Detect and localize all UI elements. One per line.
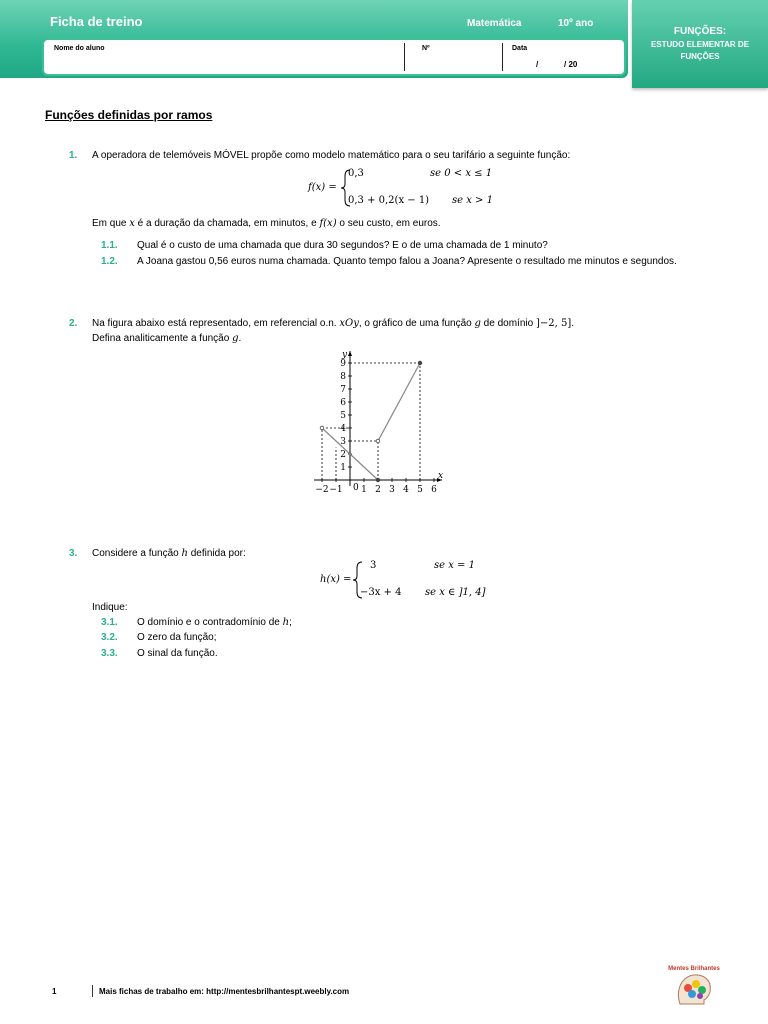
question-1-2-number: 1.2. [101, 256, 118, 267]
q3-branch1-condition: se x = 1 [434, 560, 475, 571]
q1-variable-x: x [129, 218, 135, 229]
section-title: Funções definidas por ramos [45, 108, 213, 122]
page-number: 1 [52, 987, 57, 996]
series-2-start-point [376, 439, 380, 443]
y-tick-label: 5 [340, 411, 346, 421]
q2-text-part: , o gráfico de uma função [358, 318, 475, 329]
question-2-line2 [92, 333, 241, 344]
q3-branch2-condition: se x ∈ ]1, 4] [425, 587, 486, 598]
x-tick-label: 3 [389, 485, 395, 495]
x-tick-label: 4 [403, 485, 409, 495]
student-name-label: Nome do aluno [54, 45, 105, 52]
x-tick-label: 6 [431, 485, 437, 495]
y-tick-label: 7 [340, 385, 346, 395]
q2-text-part: . [571, 318, 574, 329]
topic-title: FUNÇÕES: [673, 26, 727, 37]
question-3-1-number: 3.1. [101, 617, 118, 628]
q3-1-text-part: ; [289, 617, 292, 628]
q1-explanation-part: Em que [92, 218, 130, 229]
date-year: / 20 [564, 60, 578, 69]
q1-explanation-part: o seu custo, em euros. [336, 218, 441, 229]
q1-explanation-part: é a duração da chamada, em minutos, e [134, 218, 320, 229]
y-tick-label: 1 [340, 463, 346, 473]
x-tick-label: 2 [375, 485, 381, 495]
graph-tick-labels [315, 350, 443, 495]
q1-variable-fx: f(x) [319, 218, 337, 229]
x-axis-label: x [438, 471, 444, 481]
mentes-brilhantes-logo [664, 962, 724, 1006]
footer-separator [92, 985, 93, 997]
series-2-end-point [418, 361, 422, 365]
q3-indique: Indique: [92, 602, 128, 613]
q2-line2-part: . [238, 333, 242, 344]
question-1-1-number: 1.1. [101, 240, 118, 251]
footer-link-text[interactable]: Mais fichas de trabalho em: http://mentesbrilhantespt.weebly.com [99, 987, 350, 996]
x-tick-label: 5 [417, 485, 423, 495]
series-2-segment [378, 363, 420, 441]
question-2-number: 2. [69, 318, 78, 329]
q2-text-part: Na figura abaixo está representado, em referencial o.n. [92, 318, 340, 329]
y-tick-label: 4 [340, 424, 346, 434]
y-tick-label: 6 [340, 398, 346, 408]
date-slash: / [536, 60, 539, 69]
y-tick-label: 3 [340, 437, 346, 447]
question-3-2-text: O zero da função; [137, 632, 217, 643]
q1-function-name: f(x) = [308, 182, 337, 193]
q2-referential: xOy [339, 318, 359, 329]
x-tick-label: −1 [329, 485, 343, 495]
q1-explanation [92, 218, 441, 229]
question-3-2-number: 3.2. [101, 632, 118, 643]
x-tick-label: 1 [361, 485, 367, 495]
y-tick-label: 2 [340, 450, 346, 460]
q3-text-part: Considere a função [92, 548, 182, 559]
question-1-2-text: A Joana gastou 0,56 euros numa chamada. Quanto tempo falou a Joana? Apresente o resultado me minutos e segundos. [137, 256, 677, 267]
info-separator [502, 43, 503, 71]
topic-box [632, 0, 768, 88]
y-tick-label: 8 [340, 372, 346, 382]
series-1-end-point [376, 478, 380, 482]
question-3-number: 3. [69, 548, 78, 559]
subject-label: Matemática [467, 18, 522, 29]
logo-text: Mentes Brilhantes [668, 966, 720, 972]
q3-function-name: h(x) = [320, 574, 352, 585]
q3-branch2-value: −3x + 4 [360, 587, 402, 598]
question-1-1-text: Qual é o custo de uma chamada que dura 30 segundos? E o de uma chamada de 1 minuto? [137, 240, 548, 251]
y-axis-label: y [342, 350, 348, 360]
q1-branch1-condition: se 0 < x ≤ 1 [430, 168, 493, 179]
question-3-text [92, 548, 246, 559]
year-label: 10º ano [558, 18, 594, 29]
function-g-graph [300, 344, 460, 496]
worksheet-title: Ficha de treino [50, 14, 143, 29]
q3-function-h: h [181, 548, 188, 559]
q2-line2-function-g: g [232, 333, 239, 344]
topic-subtitle-line2: FUNÇÕES [680, 52, 720, 61]
question-3-1-text [137, 617, 292, 628]
date-label: Data [512, 45, 528, 52]
info-separator [404, 43, 405, 71]
topic-subtitle-line1: ESTUDO ELEMENTAR DE [650, 40, 750, 49]
question-3-3-number: 3.3. [101, 648, 118, 659]
question-1-number: 1. [69, 150, 78, 161]
q3-branch1-value: 3 [370, 560, 377, 571]
y-axis-arrow-icon [348, 351, 352, 356]
q1-branch2-value: 0,3 + 0,2(x − 1) [348, 195, 430, 206]
q2-domain: ]−2, 5] [535, 318, 572, 329]
q1-branch2-condition: se x > 1 [452, 195, 493, 206]
origin-label: 0 [353, 483, 359, 493]
graph-guide-lines [322, 363, 420, 480]
series-1-start-point [320, 426, 324, 430]
q3-1-function-h: h [282, 617, 290, 628]
q2-text-part: de domínio [480, 318, 536, 329]
question-1-text: A operadora de telemóveis MÓVEL propõe como modelo matemático para o seu tarifário a seguinte função: [92, 150, 571, 161]
q2-function-g: g [474, 318, 481, 329]
student-number-label: Nº [422, 45, 430, 52]
question-3-3-text: O sinal da função. [137, 648, 218, 659]
student-info-box [42, 38, 626, 76]
q3-text-part: definida por: [187, 548, 246, 559]
q1-branch1-value: 0,3 [348, 168, 364, 179]
question-2-text [92, 318, 574, 329]
y-tick-label: 9 [340, 359, 346, 369]
graph-series [320, 361, 422, 482]
q3-1-text-part: O domínio e o contradomínio de [137, 617, 283, 628]
graph-axes [314, 351, 442, 486]
x-tick-label: −2 [315, 485, 329, 495]
q2-line2-part: Defina analiticamente a função [92, 333, 233, 344]
